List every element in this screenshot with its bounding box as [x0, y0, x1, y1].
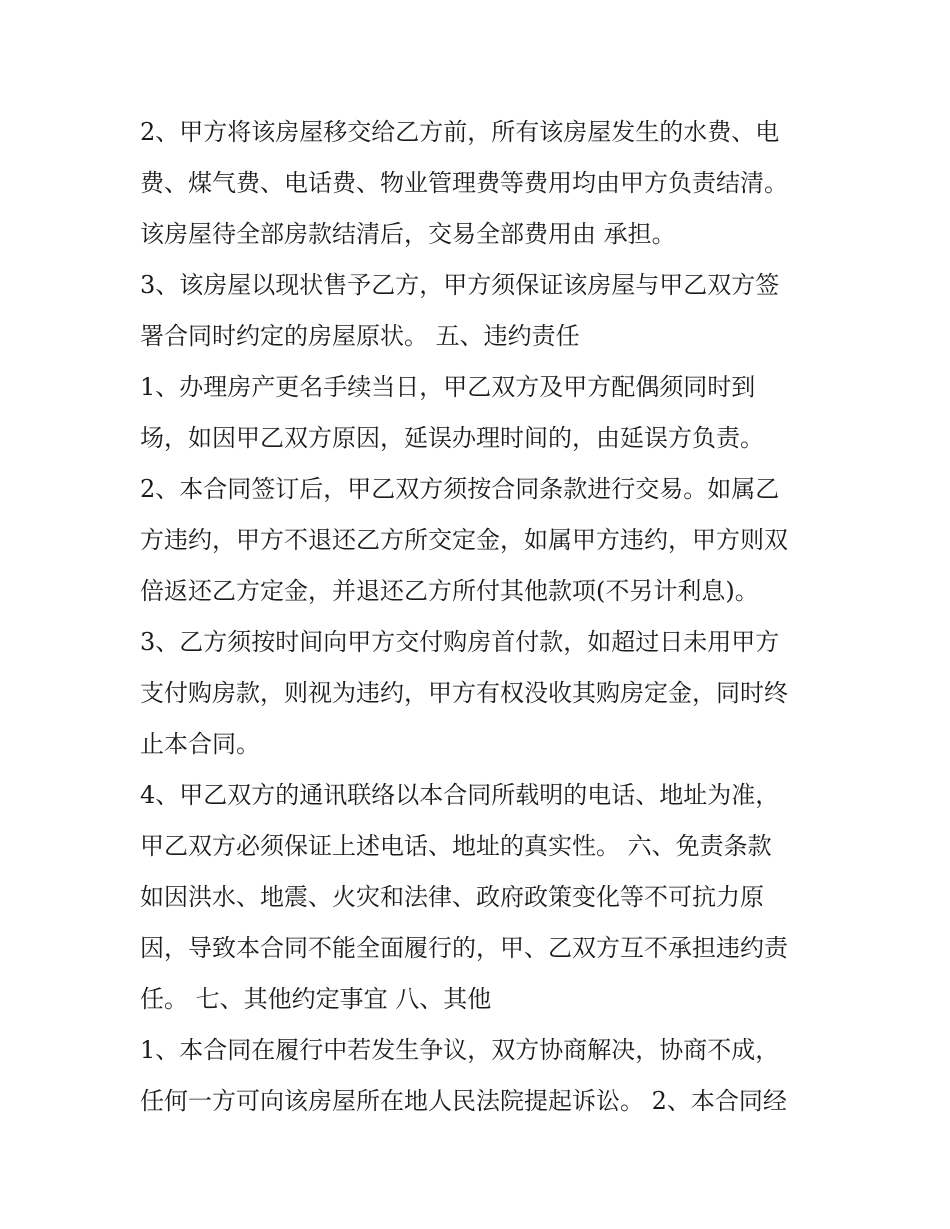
text-line: 2、甲方将该房屋移交给乙方前，所有该房屋发生的水费、电: [140, 118, 780, 146]
text-line: 场，如因甲乙双方原因，延误办理时间的，由延误方负责。: [140, 424, 764, 452]
text-line: 任。 七、其他约定事宜 八、其他: [140, 985, 492, 1013]
contract-text-body: [140, 107, 830, 1127]
text-line: 支付购房款，则视为违约，甲方有权没收其购房定金，同时终: [140, 679, 788, 707]
text-line: 因，导致本合同不能全面履行的，甲、乙双方互不承担违约责: [140, 934, 788, 962]
text-line: 如因洪水、地震、火灾和法律、政府政策变化等不可抗力原: [140, 883, 764, 911]
text-line: 费、煤气费、电话费、物业管理费等费用均由甲方负责结清。: [140, 169, 788, 197]
text-line: 甲乙双方必须保证上述电话、地址的真实性。 六、免责条款: [140, 832, 772, 860]
text-line: 止本合同。: [140, 730, 260, 758]
text-line: 任何一方可向该房屋所在地人民法院提起诉讼。 2、本合同经: [140, 1087, 787, 1115]
text-line: 1、本合同在履行中若发生争议，双方协商解决，协商不成，: [140, 1036, 780, 1064]
text-line: 该房屋待全部房款结清后，交易全部费用由 承担。: [140, 220, 676, 248]
text-line: 1、办理房产更名手续当日，甲乙双方及甲方配偶须同时到: [140, 373, 756, 401]
text-line: 3、乙方须按时间向甲方交付购房首付款，如超过日未用甲方: [140, 628, 780, 656]
text-line: 方违约，甲方不退还乙方所交定金，如属甲方违约，甲方则双: [140, 526, 788, 554]
text-line: 2、本合同签订后，甲乙双方须按合同条款进行交易。如属乙: [140, 475, 780, 503]
text-line: 倍返还乙方定金，并退还乙方所付其他款项(不另计利息)。: [140, 577, 759, 605]
text-line: 署合同时约定的房屋原状。 五、违约责任: [140, 322, 580, 350]
text-line: 4、甲乙双方的通讯联络以本合同所载明的电话、地址为准，: [140, 781, 780, 809]
text-line: 3、该房屋以现状售予乙方，甲方须保证该房屋与甲乙双方签: [140, 271, 780, 299]
